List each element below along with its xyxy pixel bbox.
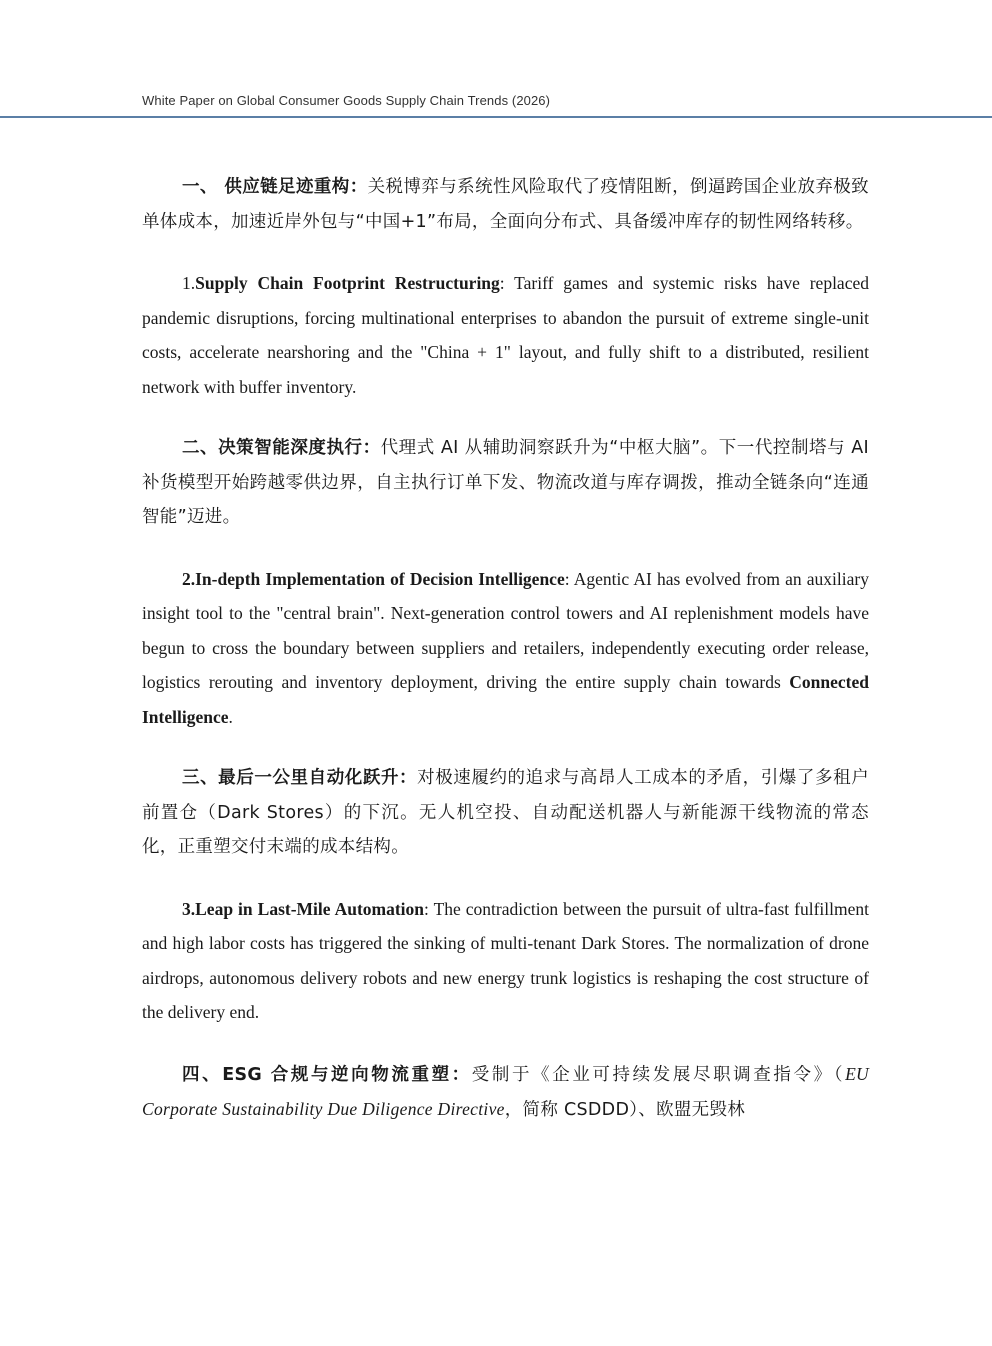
section-2-en-heading: In-depth Implementation of Decision Intelligence [195,568,565,589]
section-4-zh-body-italic: EU Corporate Sustainability Due Diligence Directive [142,1063,869,1119]
page-header [0,0,992,118]
section-1-zh-heading: 一、 供应链足迹重构： [182,177,368,197]
section-2-en [142,562,869,735]
header-title: White Paper on Global Consumer Goods Supply Chain Trends (2026) [142,93,551,108]
section-1-en-number: 1. [182,273,196,293]
section-4-zh-body-a: 受制于《企业可持续发展尽职调查指令》（ [471,1064,846,1085]
section-4-zh-body-b: ，简称 CSDDD）、欧盟无毁林 [504,1100,746,1120]
section-3-en-heading: Leap in Last-Mile Automation [195,898,425,919]
section-1-en [142,266,869,404]
section-3-zh [142,761,869,865]
section-3-en-number: 3. [182,898,196,919]
section-2-en-bold-tail: Connected Intelligence [142,672,869,727]
section-1-en-body: : Tariff games and systemic risks have replaced pandemic disruptions, forcing multinational enterprises to abandon the pursuit of extreme single-unit costs, accelerate nearshoring and the "China + 1" layout, and fully shift to a distributed, resilient network with buffer inventory. [142,273,869,397]
section-3-en-body: : The contradiction between the pursuit of ultra-fast fulfillment and high labor costs has triggered the sinking of multi-tenant Dark Stores. The normalization of drone airdrops, autonomous delivery robots and new energy trunk logistics is reshaping the cost structure of the delivery end. [142,898,869,1022]
section-4-zh-heading: 四、ESG 合规与逆向物流重塑： [182,1064,472,1085]
section-1-en-heading: Supply Chain Footprint Restructuring [195,273,500,293]
section-2-en-body: : Agentic AI has evolved from an auxiliary insight tool to the "central brain". Next-generation control towers and AI replenishment models have begun to cross the boundary between suppliers and retailers, independently executing order release, logistics rerouting and inventory deployment, driving the entire supply chain towards [142,568,869,692]
section-1-zh [142,170,869,239]
document-body [142,170,869,1128]
section-2-zh-body: 代理式 AI 从辅助洞察跃升为“中枢大脑”。下一代控制塔与 AI 补货模型开始跨越零供边界，自主执行订单下发、物流改道与库存调拨，推动全链条向“连通智能”迈进。 [142,438,869,527]
section-1-zh-body: 关税博弈与系统性风险取代了疫情阻断，倒逼跨国企业放弃极致单体成本，加速近岸外包与“中国+1”布局，全面向分布式、具备缓冲库存的韧性网络转移。 [142,177,869,232]
section-2-zh [142,431,869,535]
section-3-zh-body: 对极速履约的追求与高昂人工成本的矛盾，引爆了多租户前置仓（Dark Stores）的下沉。无人机空投、自动配送机器人与新能源干线物流的常态化，正重塑交付末端的成本结构。 [142,768,869,857]
section-3-zh-heading: 三、最后一公里自动化跃升： [182,768,418,788]
section-2-en-end: . [228,706,233,727]
section-2-zh-heading: 二、决策智能深度执行： [182,438,381,458]
section-4-zh [142,1057,869,1128]
section-2-en-number: 2. [182,568,196,589]
section-3-en [142,892,869,1030]
